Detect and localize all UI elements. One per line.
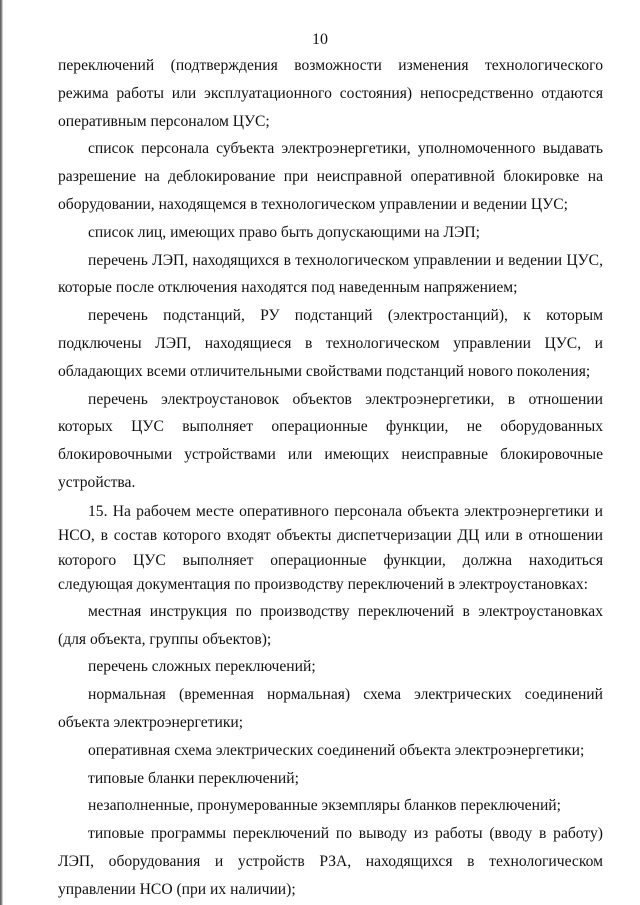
paragraph-list-item: список лиц, имеющих право быть допускающими на ЛЭП; xyxy=(88,223,480,241)
paragraph-list-item: перечень ЛЭП, находящихся в технологическом управлении и ведении ЦУС, которые после отключения находятся под наведенным напряжением; xyxy=(58,251,603,297)
paragraph-list-item: оперативная схема электрических соединений объекта электроэнергетики; xyxy=(88,741,585,759)
paragraph-list-item: типовые бланки переключений; xyxy=(88,769,299,787)
paragraph-list-item: список персонала субъекта электроэнергетики, уполномоченного выдавать разрешение на деблокирование при неисправной оперативной блокировке на оборудовании, находящемся в технологическом управлении и ведении ЦУС; xyxy=(58,140,603,213)
paragraph-list-item: нормальная (временная нормальная) схема электрических соединений объекта электроэнергетики; xyxy=(58,686,603,731)
paragraph-list-item: перечень сложных переключений; xyxy=(88,658,316,676)
paragraph-list-item: типовые программы переключений по выводу из работы (вводу в работу) ЛЭП, оборудования и устройств РЗА, находящихся в технологическом управлении НСО (при их наличии); xyxy=(58,825,603,898)
paragraph-list-item: незаполненные, пронумерованные экземпляры бланков переключений; xyxy=(88,797,561,815)
paragraph-continuation: переключений (подтверждения возможности изменения технологического режима работы или эксплуатационного состояния) непосредственно отдаются оперативным персоналом ЦУС; xyxy=(58,57,603,130)
scan-edge xyxy=(0,0,3,905)
page-number: 10 xyxy=(312,31,328,48)
paragraph-list-item: местная инструкция по производству переключений в электроустановках (для объекта, группы объектов); xyxy=(58,602,603,648)
paragraph-list-item: перечень подстанций, РУ подстанций (электростанций), к которым подключены ЛЭП, находящиеся в технологическом управлении ЦУС, и обладающих всеми отличительными свойствами подстанций нового поколения; xyxy=(58,307,603,380)
paragraph-clause-15: 15. На рабочем месте оперативного персонала объекта электроэнергетики и НСО, в состав которого входят объекты диспетчеризации ДЦ или в отношении которого ЦУС выполняет операционные функции, должна находиться следующая документация по производству переключений в электроустановках: xyxy=(58,502,603,594)
document-body xyxy=(58,52,603,904)
paragraph-list-item: перечень электроустановок объектов электроэнергетики, в отношении которых ЦУС выполняет операционные функции, не оборудованных блокировочными устройствами или имеющих неисправные блокировочные устройства. xyxy=(58,390,603,491)
